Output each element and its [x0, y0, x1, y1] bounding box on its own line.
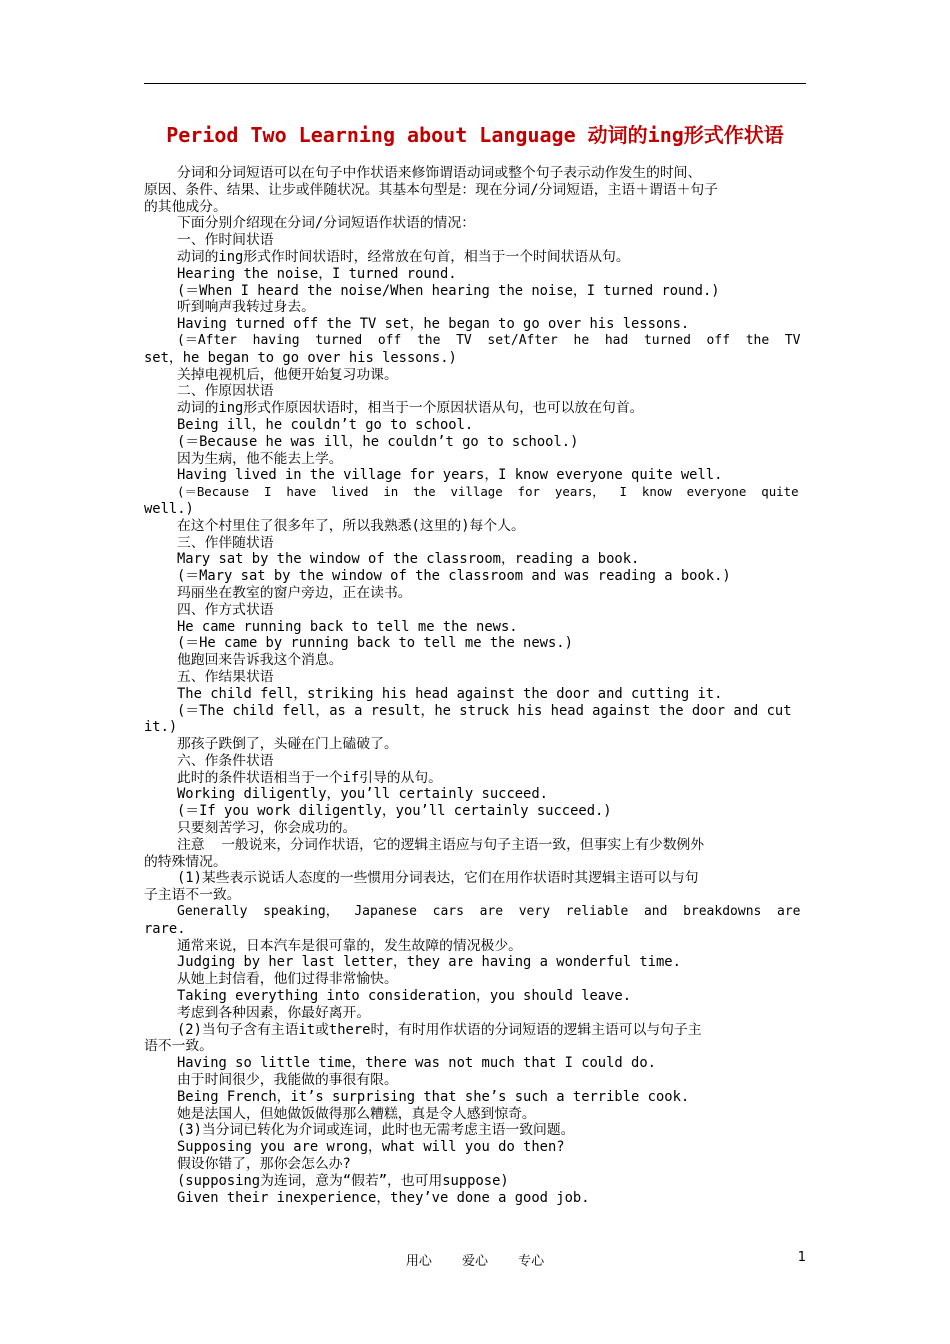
- text-line: Being ill，he couldn’t go to school.: [177, 416, 474, 433]
- text-line: (1)某些表示说话人态度的一些惯用分词表达，它们在用作状语时其逻辑主语可以与句: [177, 870, 699, 887]
- header-rule: [144, 83, 806, 84]
- text-line: Judging by her last letter，they are having a wonderful time.: [177, 954, 681, 971]
- text-line: 分词和分词短语可以在句子中作状语来修饰谓语动词或整个句子表示动作发生的时间、: [177, 165, 702, 181]
- text-line: 注意 一般说来，分词作状语，它的逻辑主语应与句子主语一致，但事实上有少数例外: [177, 836, 705, 853]
- text-line: 动词的ing形式作时间状语时，经常放在句首，相当于一个时间状语从句。: [177, 248, 630, 265]
- text-line: Having turned off the TV set，he began to go over his lessons.: [177, 316, 690, 333]
- text-line: 二、作原因状语: [177, 383, 274, 400]
- text-line: Taking everything into consideration，you should leave.: [177, 988, 632, 1005]
- text-line: rare.: [144, 920, 186, 937]
- text-line: 一、作时间状语: [177, 232, 274, 249]
- text-line: 语不一致。: [144, 1038, 213, 1055]
- text-line: (＝After having turned off the TV set/After he had turned off the TV: [177, 332, 801, 348]
- text-line: (＝He came by running back to tell me the news.): [177, 635, 573, 652]
- text-line: 听到响声我转过身去。: [177, 299, 315, 316]
- text-line: Being French，it’s surprising that she’s such a terrible cook.: [177, 1088, 690, 1105]
- text-line: Supposing you are wrong，what will you do then?: [177, 1139, 565, 1156]
- text-line: (＝Because I have lived in the village for years， I know everyone quite: [177, 484, 799, 500]
- footer-motto: 用心 爱心 专心: [405, 1254, 545, 1269]
- document-body: [144, 165, 806, 1206]
- text-line: 四、作方式状语: [177, 601, 274, 618]
- text-line: 她是法国人，但她做饭做得那么糟糕，真是令人感到惊奇。: [177, 1105, 536, 1122]
- text-line: 通常来说，日本汽车是很可靠的，发生故障的情况极少。: [177, 937, 522, 954]
- text-line: (＝Because he was ill，he couldn’t go to school.): [177, 433, 579, 450]
- text-line: 此时的条件状语相当于一个if引导的从句。: [177, 769, 442, 786]
- text-line: 他跑回来告诉我这个消息。: [177, 652, 343, 669]
- text-line: 的特殊情况。: [144, 853, 227, 870]
- text-line: 玛丽坐在教室的窗户旁边，正在读书。: [177, 584, 412, 601]
- text-line: well.): [144, 500, 194, 517]
- page-footer: [144, 1250, 806, 1268]
- text-line: 动词的ing形式作原因状语时，相当于一个原因状语从句，也可以放在句首。: [177, 400, 644, 417]
- text-line: 关掉电视机后，他便开始复习功课。: [177, 366, 398, 383]
- text-line: 从她上封信看，他们过得非常愉快。: [177, 971, 398, 988]
- text-line: 下面分别介绍现在分词/分词短语作状语的情况：: [177, 215, 476, 232]
- text-line: 那孩子跌倒了，头碰在门上磕破了。: [177, 736, 398, 753]
- text-line: Mary sat by the window of the classroom，reading a book.: [177, 551, 640, 568]
- text-line: 只要刻苦学习，你会成功的。: [177, 820, 357, 837]
- text-line: (2)当句子含有主语it或there时，有时用作状语的分词短语的逻辑主语可以与句子主: [177, 1021, 702, 1038]
- page-title: Period Two Learning about Language 动词的ing形式作状语: [166, 123, 784, 147]
- text-line: 因为生病，他不能去上学。: [177, 450, 343, 467]
- text-line: 六、作条件状语: [177, 752, 274, 769]
- text-line: (＝The child fell，as a result，he struck his head against the door and cut: [177, 702, 792, 719]
- text-line: Generally speaking， Japanese cars are very reliable and breakdowns are: [177, 904, 801, 920]
- text-line: set，he began to go over his lessons.): [144, 349, 457, 366]
- text-line: 的其他成分。: [144, 198, 227, 215]
- text-line: 子主语不一致。: [144, 887, 241, 904]
- text-line: Having lived in the village for years，I know everyone quite well.: [177, 467, 723, 484]
- text-line: (3)当分词已转化为介词或连词，此时也无需考虑主语一致问题。: [177, 1122, 575, 1139]
- text-line: 三、作伴随状语: [177, 534, 274, 551]
- text-line: it.): [144, 719, 178, 736]
- text-line: He came running back to tell me the news.: [177, 618, 518, 635]
- text-line: 假设你错了，那你会怎么办?: [177, 1156, 351, 1173]
- page-number: 1: [797, 1250, 806, 1265]
- text-line: (＝Mary sat by the window of the classroom and was reading a book.): [177, 568, 731, 585]
- text-line: (＝If you work diligently，you’ll certainly succeed.): [177, 803, 612, 820]
- text-line: (＝When I heard the noise/When hearing the noise，I turned round.): [177, 282, 720, 299]
- text-line: Working diligently，you’ll certainly succeed.: [177, 786, 548, 803]
- text-line: 考虑到各种因素，你最好离开。: [177, 1004, 371, 1021]
- text-line: Having so little time，there was not much that I could do.: [177, 1055, 656, 1072]
- text-line: 五、作结果状语: [177, 668, 274, 685]
- text-line: Given their inexperience，they’ve done a good job.: [177, 1189, 590, 1206]
- text-line: The child fell，striking his head against the door and cutting it.: [177, 685, 723, 702]
- text-line: 由于时间很少，我能做的事很有限。: [177, 1072, 398, 1089]
- text-line: 原因、条件、结果、让步或伴随状况。其基本句型是：现在分词/分词短语，主语＋谓语＋句子: [144, 181, 718, 198]
- text-line: 在这个村里住了很多年了，所以我熟悉(这里的)每个人。: [177, 517, 525, 534]
- text-line: Hearing the noise，I turned round.: [177, 265, 457, 282]
- text-line: (supposing为连词，意为“假若”，也可用suppose): [177, 1172, 509, 1189]
